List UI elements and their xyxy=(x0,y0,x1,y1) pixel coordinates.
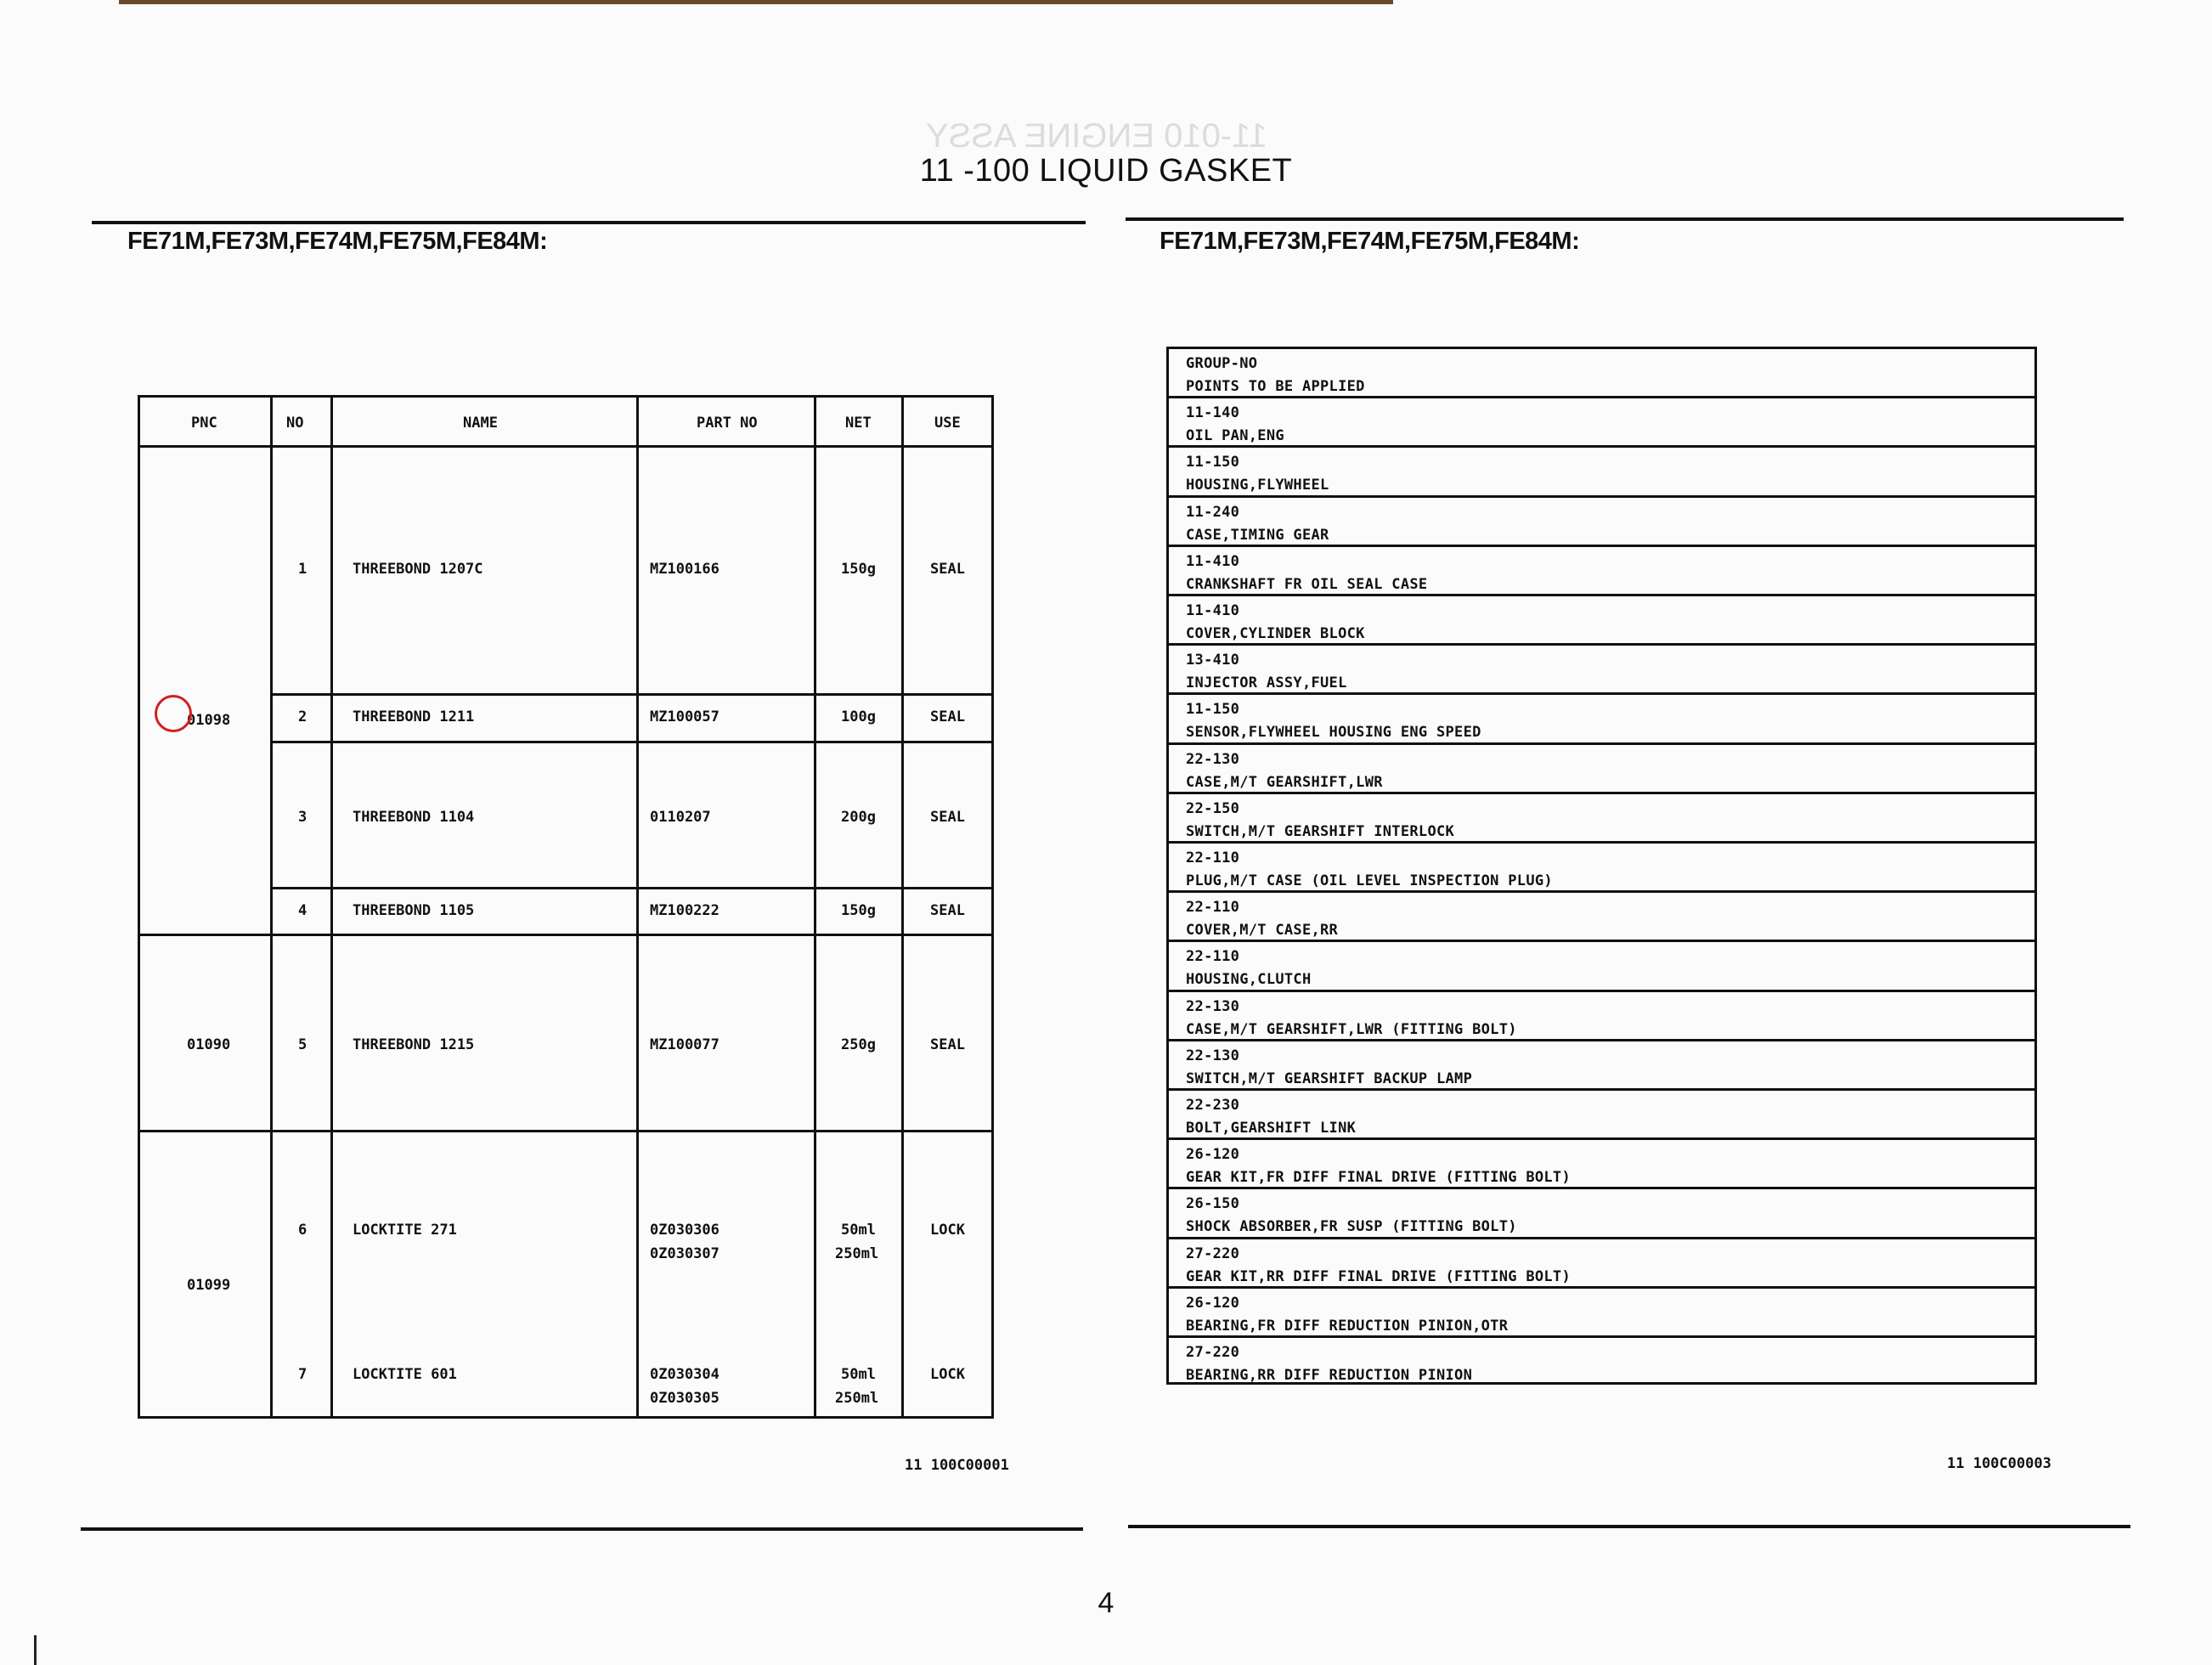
binding-edge-mark xyxy=(34,1635,37,1665)
left-figure-code: 11 100C00001 xyxy=(905,1457,1009,1474)
group-row: 11-240 CASE,TIMING GEAR xyxy=(1169,498,2034,547)
row-4-name: THREEBOND 1105 xyxy=(353,902,475,919)
row-1-no: 1 xyxy=(298,561,308,578)
group-row: 22-110 HOUSING,CLUTCH xyxy=(1169,942,2034,991)
pnc-group-3: 01099 xyxy=(187,1277,231,1294)
row-4-net: 150g xyxy=(841,902,876,919)
header-pnc: PNC xyxy=(191,415,217,432)
row-6-part-no: 0Z030306 xyxy=(650,1222,719,1239)
row-1-name: THREEBOND 1207C xyxy=(353,561,483,578)
row-7-net-2: 250ml xyxy=(835,1390,879,1407)
red-circle-annotation xyxy=(155,695,192,732)
row-2-use: SEAL xyxy=(930,708,965,725)
header-name: NAME xyxy=(463,415,498,432)
pnc-group-1: 01098 xyxy=(187,712,231,729)
group-row: 11-410 CRANKSHAFT FR OIL SEAL CASE xyxy=(1169,547,2034,596)
group-row: 22-110 PLUG,M/T CASE (OIL LEVEL INSPECTION PLUG) xyxy=(1169,844,2034,893)
row-7-no: 7 xyxy=(298,1366,308,1383)
left-top-rule xyxy=(92,221,1086,224)
row-2-part-no: MZ100057 xyxy=(650,708,719,725)
row-7-name: LOCKTITE 601 xyxy=(353,1366,457,1383)
row-5-net: 250g xyxy=(841,1036,876,1053)
group-row: 26-120 BEARING,FR DIFF REDUCTION PINION,OTR xyxy=(1169,1289,2034,1338)
row-4-no: 4 xyxy=(298,902,308,919)
row-6-no: 6 xyxy=(298,1222,308,1239)
header-no: NO xyxy=(286,415,304,432)
header-points: POINTS TO BE APPLIED xyxy=(1186,378,1365,395)
group-row: 11-410 COVER,CYLINDER BLOCK xyxy=(1169,596,2034,646)
page-number: 4 xyxy=(1098,1587,1114,1619)
row-5-name: THREEBOND 1215 xyxy=(353,1036,475,1053)
row-2-no: 2 xyxy=(298,708,308,725)
row-6-name: LOCKTITE 271 xyxy=(353,1222,457,1239)
liquid-gasket-parts-table xyxy=(138,395,994,1419)
group-row: 11-140 OIL PAN,ENG xyxy=(1169,398,2034,448)
row-1-part-no: MZ100166 xyxy=(650,561,719,578)
pnc-group-2: 01090 xyxy=(187,1036,231,1053)
row-6-net: 50ml xyxy=(841,1222,876,1239)
right-bottom-rule xyxy=(1128,1525,2130,1528)
row-2-net: 100g xyxy=(841,708,876,725)
row-1-net: 150g xyxy=(841,561,876,578)
bleed-through-text: 11-010 ENGINE ASSY xyxy=(926,117,1267,155)
group-row: 11-150 HOUSING,FLYWHEEL xyxy=(1169,448,2034,497)
row-7-part-no: 0Z030304 xyxy=(650,1366,719,1383)
top-edge-strip xyxy=(119,0,1393,4)
row-6-net-2: 250ml xyxy=(835,1245,879,1262)
row-2-name: THREEBOND 1211 xyxy=(353,708,475,725)
row-4-part-no: MZ100222 xyxy=(650,902,719,919)
header-use: USE xyxy=(934,415,961,432)
group-row: 27-220 GEAR KIT,RR DIFF FINAL DRIVE (FITTING BOLT) xyxy=(1169,1239,2034,1289)
group-row: 13-410 INJECTOR ASSY,FUEL xyxy=(1169,646,2034,695)
row-7-use: LOCK xyxy=(930,1366,965,1383)
row-3-net: 200g xyxy=(841,809,876,826)
row-7-part-no-2: 0Z030305 xyxy=(650,1390,719,1407)
row-1-use: SEAL xyxy=(930,561,965,578)
row-6-use: LOCK xyxy=(930,1222,965,1239)
group-row: 22-230 BOLT,GEARSHIFT LINK xyxy=(1169,1091,2034,1140)
group-row: 26-150 SHOCK ABSORBER,FR SUSP (FITTING BOLT) xyxy=(1169,1189,2034,1239)
row-3-use: SEAL xyxy=(930,809,965,826)
group-row: 22-110 COVER,M/T CASE,RR xyxy=(1169,893,2034,942)
group-header xyxy=(1169,349,2034,398)
group-row: 26-120 GEAR KIT,FR DIFF FINAL DRIVE (FITTING BOLT) xyxy=(1169,1140,2034,1189)
header-net: NET xyxy=(845,415,872,432)
row-6-part-no-2: 0Z030307 xyxy=(650,1245,719,1262)
group-row: 11-150 SENSOR,FLYWHEEL HOUSING ENG SPEED xyxy=(1169,695,2034,744)
application-points-table xyxy=(1166,347,2037,1385)
header-group-no: GROUP-NO xyxy=(1186,355,1258,372)
row-5-part-no: MZ100077 xyxy=(650,1036,719,1053)
page-title: 11 -100 LIQUID GASKET xyxy=(919,153,1293,189)
left-bottom-rule xyxy=(81,1527,1083,1531)
right-top-rule xyxy=(1126,217,2124,221)
left-models-heading: FE71M,FE73M,FE74M,FE75M,FE84M: xyxy=(127,228,548,255)
right-models-heading: FE71M,FE73M,FE74M,FE75M,FE84M: xyxy=(1160,228,1580,255)
row-5-no: 5 xyxy=(298,1036,308,1053)
group-row: 22-130 CASE,M/T GEARSHIFT,LWR xyxy=(1169,745,2034,794)
group-row: 22-130 CASE,M/T GEARSHIFT,LWR (FITTING BOLT) xyxy=(1169,992,2034,1041)
row-5-use: SEAL xyxy=(930,1036,965,1053)
row-3-name: THREEBOND 1104 xyxy=(353,809,475,826)
group-row: 22-150 SWITCH,M/T GEARSHIFT INTERLOCK xyxy=(1169,794,2034,844)
group-row: 22-130 SWITCH,M/T GEARSHIFT BACKUP LAMP xyxy=(1169,1041,2034,1091)
row-7-net: 50ml xyxy=(841,1366,876,1383)
row-3-part-no: 0110207 xyxy=(650,809,711,826)
right-figure-code: 11 100C00003 xyxy=(1947,1455,2051,1472)
row-4-use: SEAL xyxy=(930,902,965,919)
group-row: 27-220 BEARING,RR DIFF REDUCTION PINION xyxy=(1186,1344,1473,1384)
header-part-no: PART NO xyxy=(697,415,758,432)
row-3-no: 3 xyxy=(298,809,308,826)
